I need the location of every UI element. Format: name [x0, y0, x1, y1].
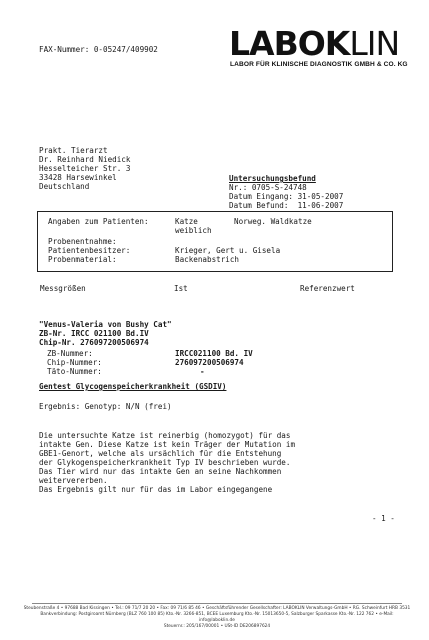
- recipient-line: Deutschland: [39, 182, 90, 191]
- animal-chip-number: Chip-Nr. 276097200506974: [39, 338, 149, 347]
- chip-label: Chip-Nummer:: [47, 358, 102, 367]
- besitzer-value: Krieger, Gert u. Gisela: [175, 246, 281, 255]
- patient-sex: weiblich: [175, 226, 212, 235]
- footer-line: Steubenstraße 4 • 97688 Bad Kissingen • Tel.: 09 71/7 20 20 • Fax: 09 71/6 85 46 • Geschäftsführender Gesellschafter: LABOKLIN Verwaltungs-GmbH • RG. Schweinfurt HRB 3531: [23, 606, 411, 611]
- footer-line: Steuernr.: 205/167/00001 • USt-ID DE206897624: [163, 624, 271, 629]
- patient-species: Katze: [175, 217, 198, 226]
- material-value: Backenabstrich: [175, 255, 240, 264]
- zb-value: IRCC021100 Bd. IV: [175, 349, 253, 358]
- column-referenzwert: Referenzwert: [300, 284, 355, 293]
- laboklin-logo: [229, 24, 400, 63]
- taeto-label: Täto-Nummer:: [47, 367, 102, 376]
- explanation-line: intakte Gen. Diese Katze ist kein Träger der Mutation im: [39, 440, 296, 449]
- patient-info-box: [37, 211, 393, 272]
- logo-subtitle: LABOR FÜR KLINISCHE DIAGNOSTIK GMBH & CO. KG: [230, 61, 408, 68]
- taeto-value: -: [200, 367, 205, 376]
- test-explanation: [39, 422, 295, 494]
- explanation-line: der Glykogenspeicherkrankheit Typ IV beschrieben wurde.: [39, 458, 291, 467]
- zb-label: ZB-Nummer:: [47, 349, 93, 358]
- footer-divider: [32, 603, 402, 604]
- recipient-line: Hesselteicher Str. 3: [39, 164, 131, 173]
- animal-name: "Venus-Valeria von Bushy Cat": [39, 320, 172, 329]
- closing-note: Das Ergebnis gilt nur für das im Labor eingegangene: [39, 485, 273, 494]
- patient-breed: Norweg. Waldkatze: [234, 217, 312, 226]
- explanation-line: GBE1-Genort, welche als ursächlich für die Entstehung: [39, 449, 282, 458]
- probennahme-label: Probenentnahme:: [48, 237, 117, 246]
- animal-zb-number: ZB-Nr. IRCC 021100 Bd.IV: [39, 329, 149, 338]
- recipient-line: Prakt. Tierarzt: [39, 146, 108, 155]
- patient-label: Angaben zum Patienten:: [48, 217, 149, 226]
- recipient-line: 33428 Harsewinkel: [39, 173, 117, 182]
- besitzer-label: Patientenbesitzer:: [48, 246, 131, 255]
- column-messgroessen: Messgrößen: [40, 284, 86, 293]
- material-label: Probenmaterial:: [48, 255, 117, 264]
- date-report: Datum Befund: 11-06-2007: [229, 201, 344, 210]
- logo-thin-text: LIN: [349, 24, 400, 63]
- footer-line: Bankverbindung: Postgiroamt Nürnberg (BLZ 760 100 85) Kto.-Nr. 3266-851, BCEE Luxemburg Kto.-Nr. 15013650-5, Salzburger Sparkasse Kto.-Nr. 122 762 • e-Mail: info@laboklin.de: [40, 612, 394, 623]
- fax-number: FAX-Nummer: 0-05247/409902: [39, 45, 158, 54]
- page-number: - 1 -: [372, 514, 395, 523]
- report-title: Untersuchungsbefund: [229, 174, 316, 183]
- test-title: Gentest Glycogenspeicherkrankheit (GSDIV): [39, 382, 227, 391]
- explanation-line: Das Tier wird nur das intakte Gen an seine Nachkommen: [39, 467, 282, 476]
- chip-value: 276097200506974: [175, 358, 244, 367]
- test-result: Ergebnis: Genotyp: N/N (frei): [39, 402, 172, 411]
- explanation-line: Die untersuchte Katze ist reinerbig (homozygot) für das: [39, 431, 291, 440]
- explanation-line: weitervererben.: [39, 476, 108, 485]
- recipient-line: Dr. Reinhard Niedick: [39, 155, 131, 164]
- recipient-address: [39, 137, 130, 200]
- footer: [22, 606, 412, 630]
- column-ist: Ist: [174, 284, 188, 293]
- report-number: Nr.: 0705-S-24748: [229, 183, 307, 192]
- logo-bold-text: LABOK: [229, 24, 350, 63]
- date-received: Datum Eingang: 31-05-2007: [229, 192, 344, 201]
